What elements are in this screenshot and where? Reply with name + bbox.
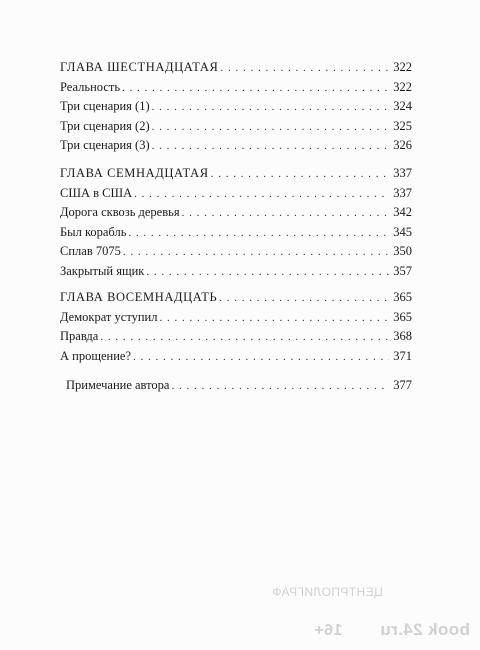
page-number: 325 [393, 118, 412, 133]
dot-leader [182, 204, 390, 223]
entry-title: Три сценария (1) [60, 99, 150, 113]
dot-leader [152, 98, 390, 117]
show-through-age-rating: 16+ [314, 622, 343, 639]
page-number: 350 [393, 244, 412, 258]
dot-leader [172, 377, 390, 396]
entry-title: Примечание автора [66, 378, 170, 392]
entry-title: Демократ уступил [60, 309, 158, 324]
toc-entry[interactable] [60, 223, 412, 243]
toc-chapter-heading[interactable] [60, 58, 412, 78]
entry-title: Три сценария (2) [60, 118, 150, 133]
dot-leader [146, 263, 389, 282]
entry-title: Правда [60, 329, 99, 343]
page-number: 322 [393, 79, 412, 94]
toc-entry[interactable] [60, 262, 412, 282]
toc-entry[interactable] [60, 203, 412, 223]
chapter-title: ГЛАВА СЕМНАДЦАТАЯ [60, 166, 209, 180]
dot-leader [134, 185, 389, 204]
toc-entry[interactable] [60, 136, 412, 156]
page-number: 337 [393, 185, 412, 200]
toc-section-18 [60, 288, 412, 366]
page-number: 357 [393, 263, 412, 278]
toc-section-17 [60, 164, 412, 281]
toc-chapter-heading[interactable] [60, 288, 412, 308]
toc-entry[interactable] [60, 347, 412, 367]
entry-title: Закрытый ящик [60, 263, 145, 278]
toc-entry[interactable] [60, 308, 412, 328]
chapter-title: ГЛАВА ВОСЕМНАДЦАТЬ [60, 290, 218, 304]
page-number: 337 [393, 166, 412, 180]
entry-title: Дорога сквозь деревья [60, 205, 180, 219]
page-number: 322 [393, 60, 412, 74]
toc-entry[interactable] [60, 117, 412, 137]
toc-entry[interactable] [60, 327, 412, 347]
dot-leader [160, 309, 390, 328]
page-number: 326 [393, 138, 412, 152]
dot-leader [220, 59, 389, 78]
entry-title: Был корабль [60, 224, 127, 239]
entry-title: А прощение? [60, 348, 131, 363]
entry-title: Реальность [60, 79, 121, 94]
toc-entry[interactable] [60, 184, 412, 204]
page-number: 368 [393, 329, 412, 343]
page-number: 377 [393, 378, 412, 392]
dot-leader [152, 137, 390, 156]
toc-entry[interactable] [66, 376, 412, 396]
show-through-publisher: ЦЕНТРПОЛИГРАФ [272, 585, 383, 599]
dot-leader [211, 165, 390, 184]
dot-leader [219, 289, 389, 308]
chapter-title: ГЛАВА ШЕСТНАДЦАТАЯ [60, 60, 219, 74]
page-number: 365 [393, 309, 412, 324]
dot-leader [152, 118, 390, 137]
toc-section-16 [60, 58, 412, 156]
page-number: 365 [393, 290, 412, 304]
toc-chapter-heading[interactable] [60, 164, 412, 184]
toc-entry[interactable] [60, 97, 412, 117]
page-number: 342 [393, 205, 412, 219]
page-number: 371 [393, 348, 412, 363]
toc-entry[interactable] [60, 78, 412, 98]
page-number: 324 [393, 99, 412, 113]
dot-leader [133, 348, 389, 367]
dot-leader [122, 79, 389, 98]
show-through-site: book 24.ru [380, 620, 470, 639]
entry-title: США в США [60, 185, 133, 200]
entry-title: Три сценария (3) [60, 138, 150, 152]
page-number: 345 [393, 224, 412, 239]
dot-leader [128, 224, 389, 243]
entry-title: Сплав 7075 [60, 244, 121, 258]
dot-leader [100, 328, 389, 347]
toc-author-note [66, 376, 412, 396]
dot-leader [123, 243, 389, 262]
toc-entry[interactable] [60, 242, 412, 262]
